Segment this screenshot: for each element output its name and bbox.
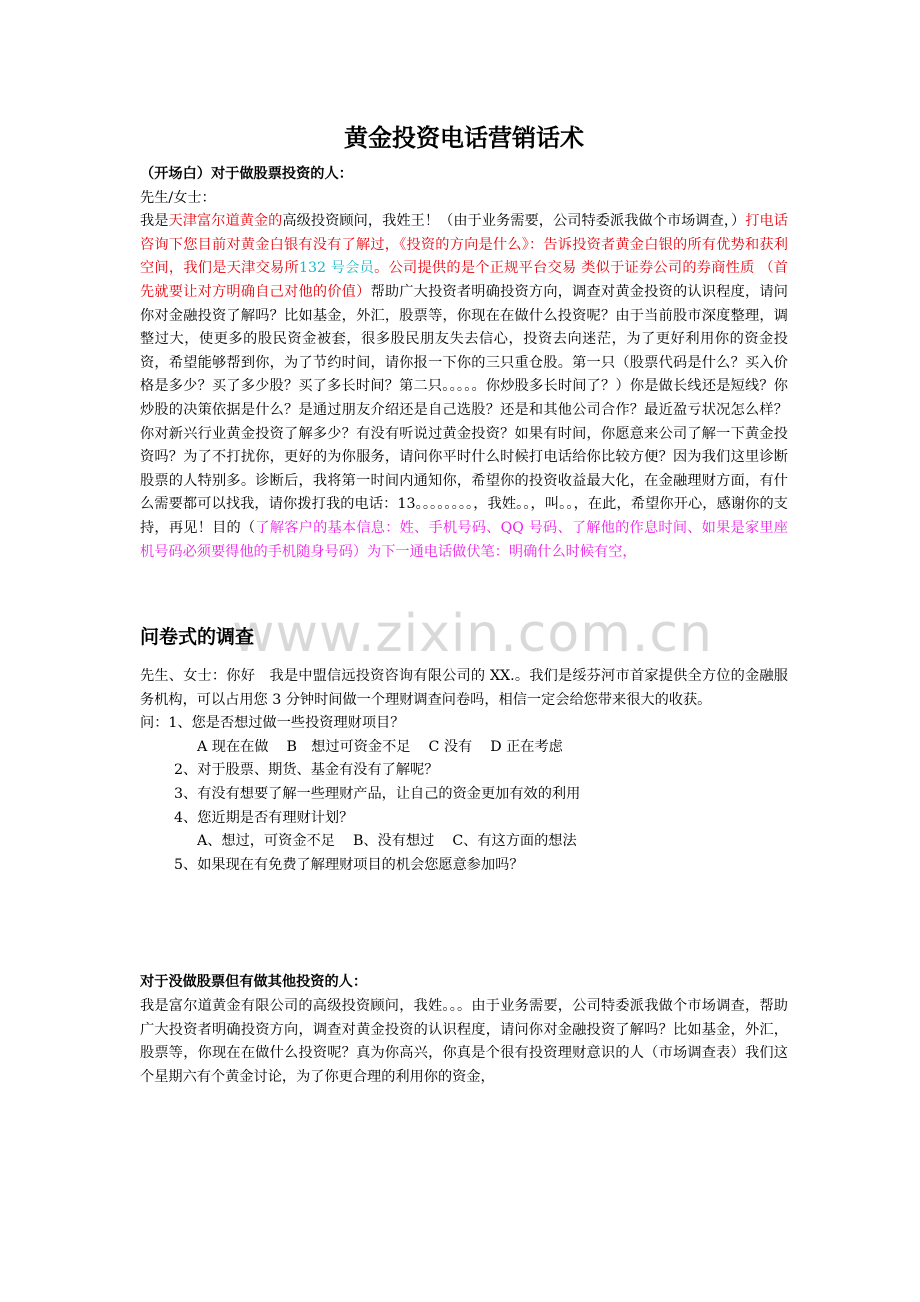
option: C、有这方面的想法 <box>452 833 577 850</box>
spacer <box>140 877 788 971</box>
question-3: 3、有没有想要了解一些理财产品，让自己的资金更加有效的利用 <box>174 786 581 803</box>
option: B、没有想过 <box>352 833 435 850</box>
section3-body: 我是富尔道黄金有限公司的高级投资顾问，我姓。。。由于业务需要，公司特委派我做个市场调查，帮助广大投资者明确投资方向，调查对黄金投资的认识程度，请问你对金融投资了解吗？比如基金，外汇，股票等，你现在在做什么投资呢？真为你高兴，你真是个很有投资理财意识的人（市场调查表）我们这个星期六有个黄金讨论，为了你更合理的利用你的资金， <box>140 998 788 1085</box>
option: A、想过，可资金不足 <box>197 833 335 850</box>
survey-intro: 先生、女士：你好 我是中盟信远投资咨询有限公司的 XX.。我们是绥芬河市首家提供全方位的金融服务机构，可以占用您 3 分钟时间做一个理财调查问卷吗，相信一定会给您带来很大的收获。 <box>140 668 788 708</box>
section1-body <box>140 210 788 564</box>
option: D 正在考虑 <box>490 738 563 755</box>
segment-member-number: 132 号会员 <box>298 260 375 277</box>
segment-highlight: 。公司提供的是个正规平台交易 类似于证券公司的券商性质 （首先就要让对方明确自己对他的价值） <box>140 260 788 300</box>
watermark: www.zixin.com.cn <box>232 604 713 664</box>
section2-heading: 问卷式的调查 <box>140 626 255 649</box>
option: A 现在在做 <box>197 738 269 755</box>
option: B 想过可资金不足 <box>286 738 411 755</box>
document-page <box>140 118 788 1089</box>
salutation: 先生/女士： <box>140 189 216 206</box>
question-2: 2、对于股票、期货、基金有没有了解呢？ <box>174 762 439 779</box>
question-1-options <box>140 736 788 760</box>
question-4: 4、您近期是否有理财计划？ <box>174 809 354 826</box>
question-4-options <box>140 830 788 854</box>
segment-highlight: 打电话咨询下您目前对黄金白银有没有了解过，《投资的方向是什么》：告诉投资者黄金白银的所有优势和获利空间，我们是天津交易所 <box>140 213 788 277</box>
section1-heading: （开场白）对于做股票投资的人： <box>140 166 353 182</box>
segment-company: 天津富尔道黄金的 <box>168 213 283 230</box>
segment-purpose: 了解客户的基本信息：姓、手机号码、QQ 号码、了解他的作息时间、如果是家里座机号码必须要得他的手机随身号码）为下一通电话做伏笔：明确什么时候有空， <box>140 519 788 560</box>
question-1: 问：1、您是否想过做一些投资理财项目？ <box>140 715 405 732</box>
document-title: 黄金投资电话营销话术 <box>344 124 584 152</box>
question-5: 5、如果现在有免费了解理财项目的机会您愿意参加吗？ <box>174 856 524 873</box>
section3-heading: 对于没做股票但有做其他投资的人： <box>140 974 368 991</box>
option: C 没有 <box>428 738 473 755</box>
segment: 帮助广大投资者明确投资方向，调查对黄金投资的认识程度，请问你对金融投资了解吗？比如基金，外汇，股票等，你现在在做什么投资呢？由于当前股市深度整理，调整过大，使更多的股民资金被套，很多股民朋友失去信心，投资去向迷茫，为了更好利用你的资金投资，希望能够帮到你，为了节约时间，请你报一下你的三只重仓股。第一只（股票代码是什么？买入价格是多少？买了多少股？买了多长时间？第二只。。。。。你炒股多长时间了？）你是做长线还是短线？你炒股的决策依据是什么？是通过朋友介绍还是自己选股？还是和其他公司合作？最近盈亏状况怎么样？你对新兴行业黄金投资了解多少？有没有听说过黄金投资？如果有时间，你愿意来公司了解一下黄金投资吗？为了不打扰你，更好的为你服务，请问你平时什么时候打电话给你比较方便？因为我们这里诊断股票的人特别多。诊断后，我将第一时间内通知你，希望你的投资收益最大化，在金融理财方面，有什么需要都可以找我，请你拨打我的电话：13。。。。。。。。，我姓。。，叫。。，在此，希望你开心，感谢你的支持，再见！目的（ <box>140 283 788 536</box>
segment: 我是 <box>140 213 169 230</box>
segment: 高级投资顾问，我姓王！（由于业务需要，公司特委派我做个市场调查，） <box>282 213 746 230</box>
